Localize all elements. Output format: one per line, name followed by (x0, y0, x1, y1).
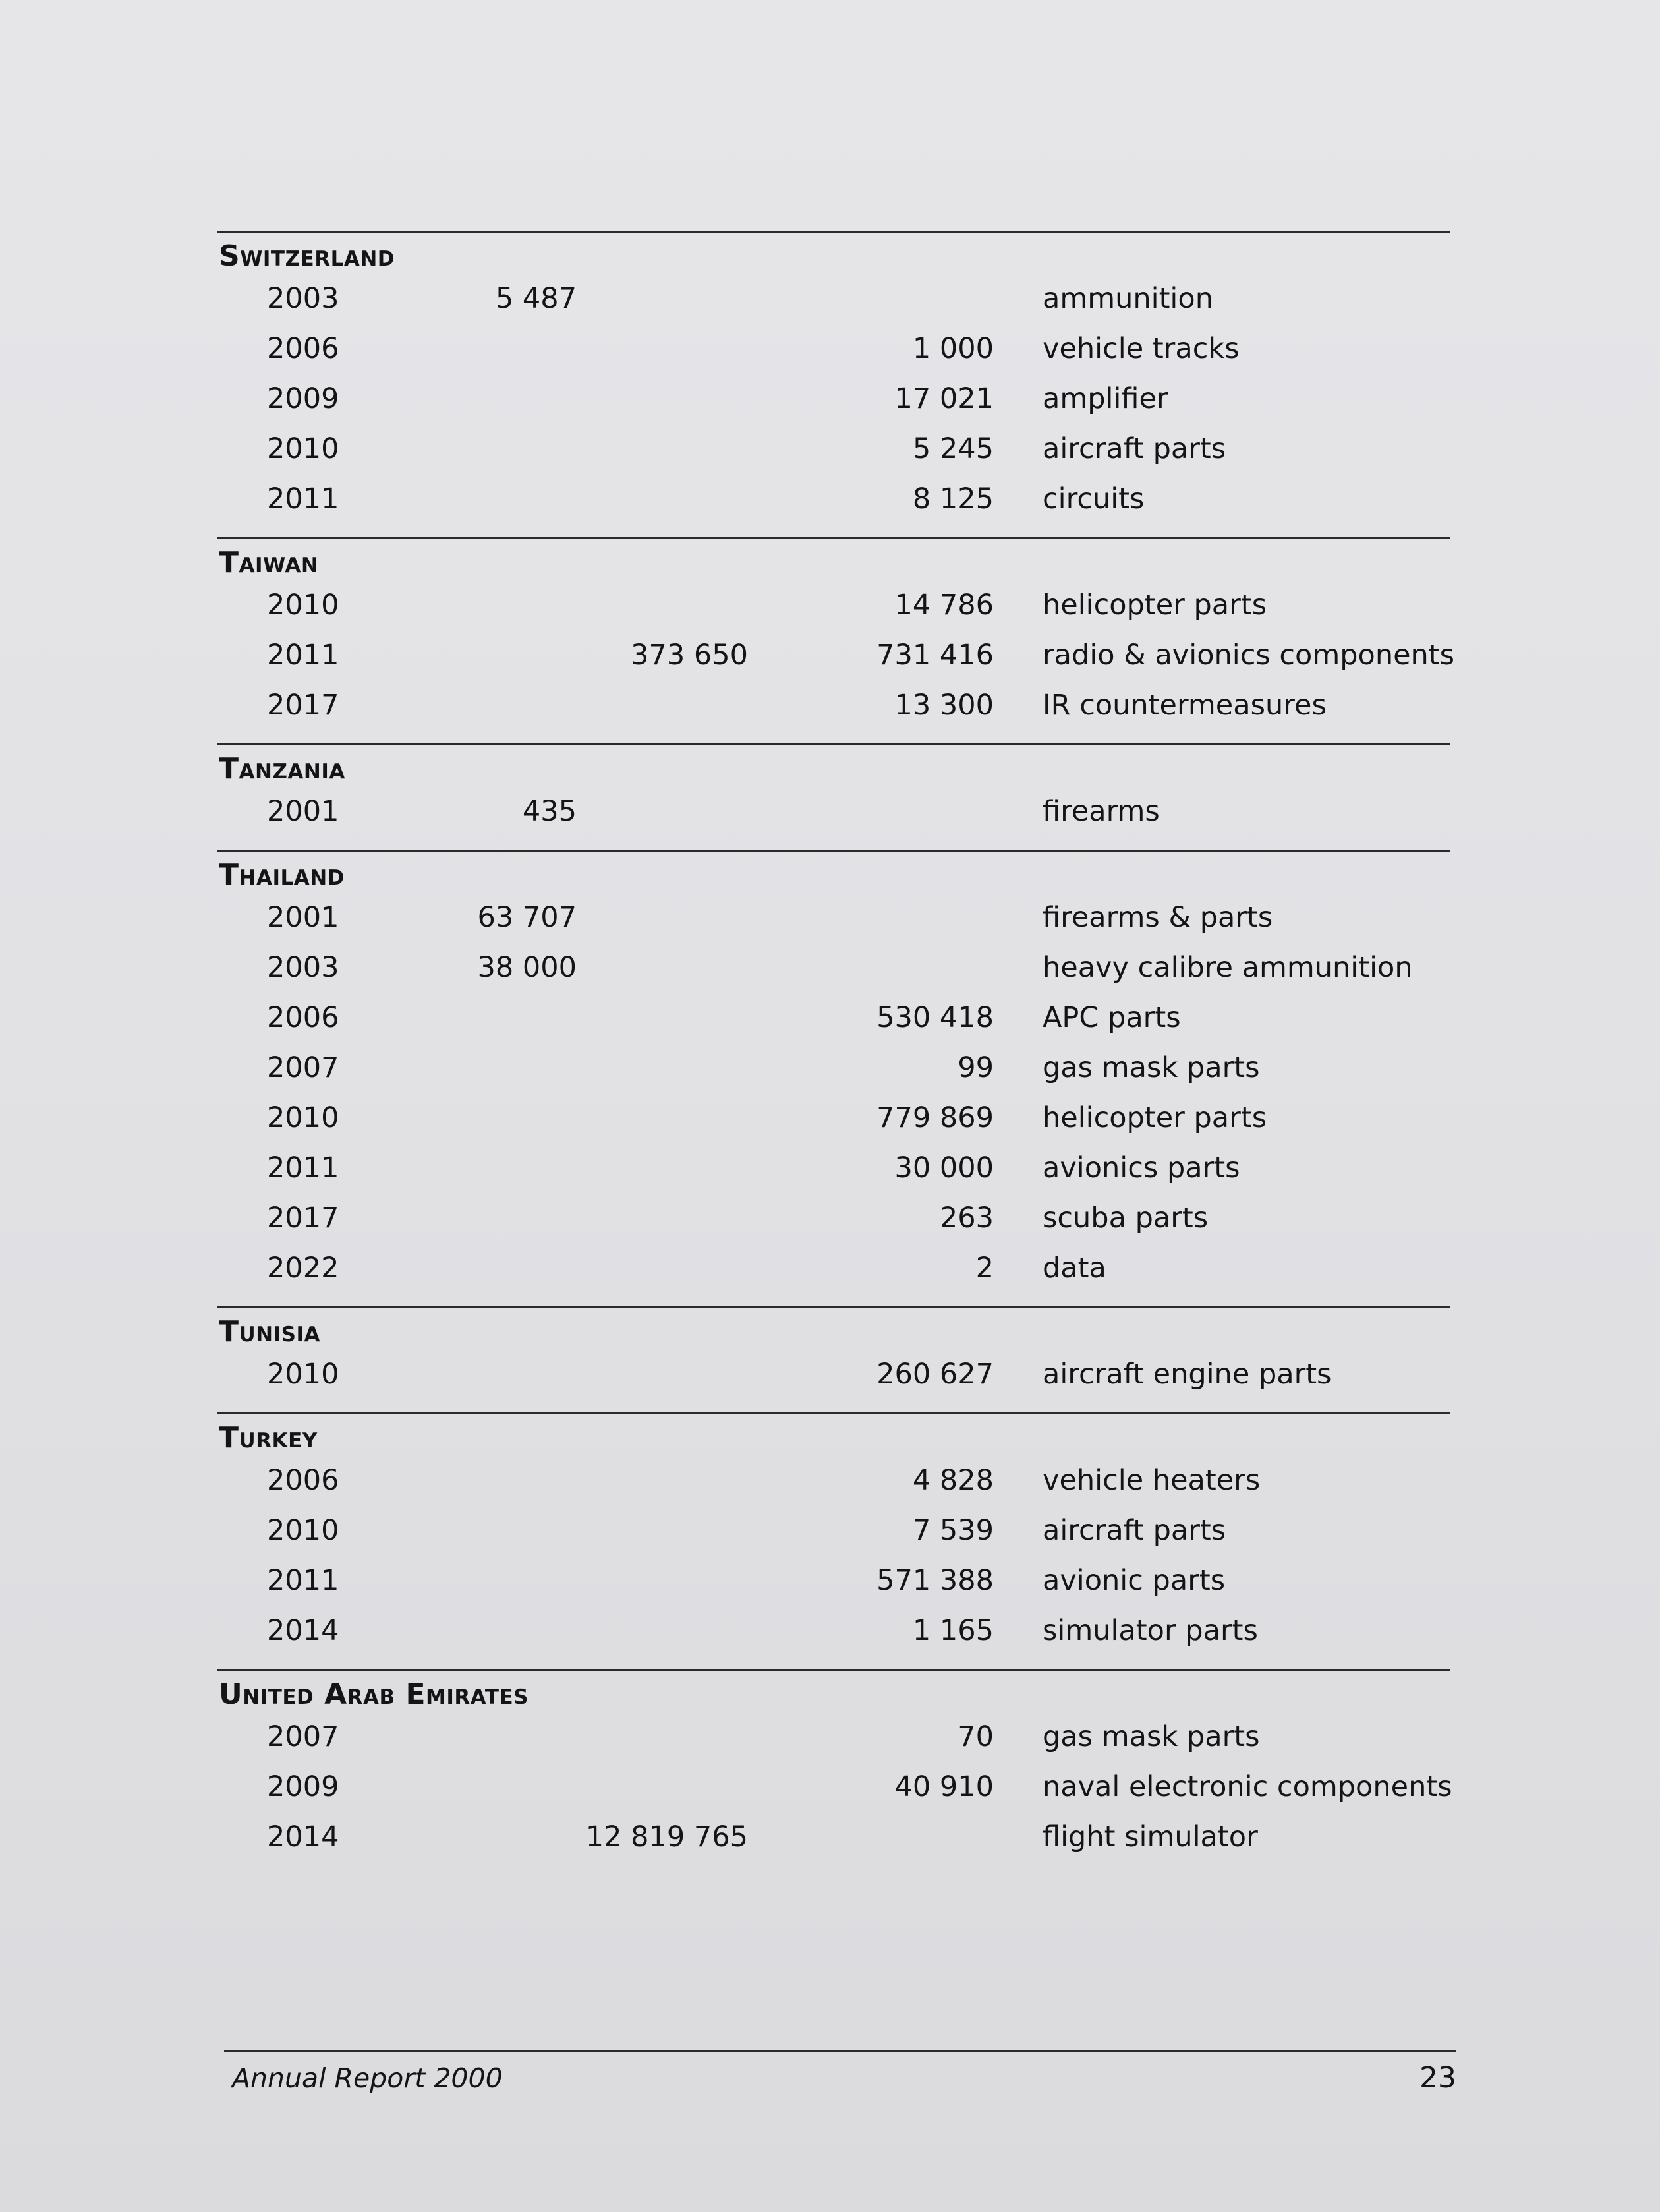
year-cell: 2003 (267, 951, 339, 984)
report-title: Annual Report 2000 (232, 2062, 503, 2094)
table-row (217, 786, 1450, 836)
parts-cell: 260 627 (876, 1358, 994, 1391)
parts-cell: 70 (958, 1720, 994, 1753)
comment-cell: heavy calibre ammunition (1043, 951, 1413, 984)
parts-cell: 17 021 (894, 382, 994, 415)
comment-cell: aircraft engine parts (1043, 1358, 1332, 1391)
year-cell: 2017 (267, 689, 339, 722)
comment-cell: IR countermeasures (1043, 689, 1327, 722)
parts-cell: 530 418 (876, 1001, 994, 1034)
parts-cell: 13 300 (894, 689, 994, 722)
table-row (217, 424, 1450, 474)
table-row (217, 374, 1450, 424)
comment-cell: gas mask parts (1043, 1720, 1260, 1753)
parts-cell: 99 (958, 1051, 994, 1084)
table-row (217, 1143, 1450, 1193)
systems-cell: 373 650 (631, 639, 748, 672)
year-cell: 2011 (267, 1151, 339, 1184)
table-row (217, 1556, 1450, 1606)
year-cell: 2010 (267, 432, 339, 465)
comment-cell: naval electronic components (1043, 1770, 1452, 1803)
year-cell: 2022 (267, 1252, 339, 1285)
parts-cell: 7 539 (912, 1514, 994, 1547)
comment-cell: flight simulator (1043, 1820, 1258, 1853)
country-heading: Tunisia (219, 1315, 321, 1349)
country-section (217, 1412, 1450, 1669)
year-cell: 2011 (267, 482, 339, 515)
table-row (217, 1043, 1450, 1093)
comment-cell: firearms & parts (1043, 901, 1273, 934)
year-cell: 2011 (267, 639, 339, 672)
year-cell: 2007 (267, 1720, 339, 1753)
comment-cell: radio & avionics components (1043, 639, 1455, 672)
parts-cell: 4 828 (912, 1464, 994, 1497)
parts-cell: 30 000 (894, 1151, 994, 1184)
parts-cell: 5 245 (912, 432, 994, 465)
table-row (217, 1455, 1450, 1505)
table-row (217, 1812, 1450, 1862)
year-cell: 2003 (267, 282, 339, 315)
year-cell: 2009 (267, 1770, 339, 1803)
parts-cell: 14 786 (894, 589, 994, 622)
munitions-cell: 5 487 (495, 282, 577, 315)
page-number: 23 (1419, 2061, 1456, 2095)
table-row (217, 474, 1450, 524)
table-row (217, 580, 1450, 630)
table-row (217, 943, 1450, 993)
table-row (217, 1193, 1450, 1243)
country-section (217, 1306, 1450, 1412)
table-row (217, 1712, 1450, 1762)
footer-text-row (224, 2052, 1456, 2105)
munitions-cell: 435 (522, 795, 577, 828)
comment-cell: aircraft parts (1043, 432, 1226, 465)
comment-cell: ammunition (1043, 282, 1213, 315)
comment-cell: data (1043, 1252, 1106, 1285)
year-cell: 2010 (267, 589, 339, 622)
year-cell: 2001 (267, 901, 339, 934)
table-row (217, 1762, 1450, 1812)
table-row (217, 630, 1455, 680)
comment-cell: avionics parts (1043, 1151, 1240, 1184)
comment-cell: helicopter parts (1043, 1101, 1267, 1134)
country-section (217, 1669, 1450, 1875)
country-heading: Turkey (219, 1421, 318, 1455)
table-row (217, 1093, 1450, 1143)
table-row (217, 680, 1450, 730)
munitions-cell: 38 000 (477, 951, 577, 984)
table-row (217, 1505, 1450, 1556)
parts-cell: 40 910 (894, 1770, 994, 1803)
parts-cell: 731 416 (876, 639, 994, 672)
table-row (217, 1349, 1450, 1399)
parts-cell: 1 000 (912, 332, 994, 365)
country-section (217, 231, 1450, 537)
year-cell: 2011 (267, 1564, 339, 1597)
country-section (217, 537, 1455, 743)
country-heading: Tanzania (219, 752, 345, 786)
munitions-cell: 63 707 (477, 901, 577, 934)
table-row (217, 1606, 1450, 1656)
parts-cell: 779 869 (876, 1101, 994, 1134)
page-footer (224, 2050, 1456, 2105)
country-heading: United Arab Emirates (219, 1677, 529, 1711)
systems-cell: 12 819 765 (585, 1820, 748, 1853)
year-cell: 2009 (267, 382, 339, 415)
year-cell: 2010 (267, 1358, 339, 1391)
comment-cell: firearms (1043, 795, 1160, 828)
table-row (217, 324, 1450, 374)
comment-cell: circuits (1043, 482, 1145, 515)
comment-cell: scuba parts (1043, 1202, 1209, 1235)
comment-cell: avionic parts (1043, 1564, 1226, 1597)
year-cell: 2006 (267, 1001, 339, 1034)
year-cell: 2014 (267, 1614, 339, 1647)
parts-cell: 8 125 (912, 482, 994, 515)
export-table (217, 231, 1455, 1875)
year-cell: 2001 (267, 795, 339, 828)
comment-cell: simulator parts (1043, 1614, 1258, 1647)
year-cell: 2017 (267, 1202, 339, 1235)
parts-cell: 263 (939, 1202, 994, 1235)
country-heading: Taiwan (219, 546, 319, 579)
comment-cell: helicopter parts (1043, 589, 1267, 622)
comment-cell: gas mask parts (1043, 1051, 1260, 1084)
table-row (217, 274, 1450, 324)
year-cell: 2010 (267, 1101, 339, 1134)
year-cell: 2007 (267, 1051, 339, 1084)
parts-cell: 2 (975, 1252, 994, 1285)
country-heading: Thailand (219, 858, 345, 892)
comment-cell: APC parts (1043, 1001, 1181, 1034)
parts-cell: 571 388 (876, 1564, 994, 1597)
comment-cell: aircraft parts (1043, 1514, 1226, 1547)
country-section (217, 743, 1450, 850)
year-cell: 2006 (267, 1464, 339, 1497)
table-row (217, 1243, 1450, 1293)
comment-cell: vehicle tracks (1043, 332, 1240, 365)
year-cell: 2006 (267, 332, 339, 365)
parts-cell: 1 165 (912, 1614, 994, 1647)
country-section (217, 850, 1450, 1306)
year-cell: 2014 (267, 1820, 339, 1853)
comment-cell: amplifier (1043, 382, 1168, 415)
table-row (217, 993, 1450, 1043)
country-heading: Switzerland (219, 239, 395, 273)
table-row (217, 892, 1450, 943)
year-cell: 2010 (267, 1514, 339, 1547)
comment-cell: vehicle heaters (1043, 1464, 1261, 1497)
